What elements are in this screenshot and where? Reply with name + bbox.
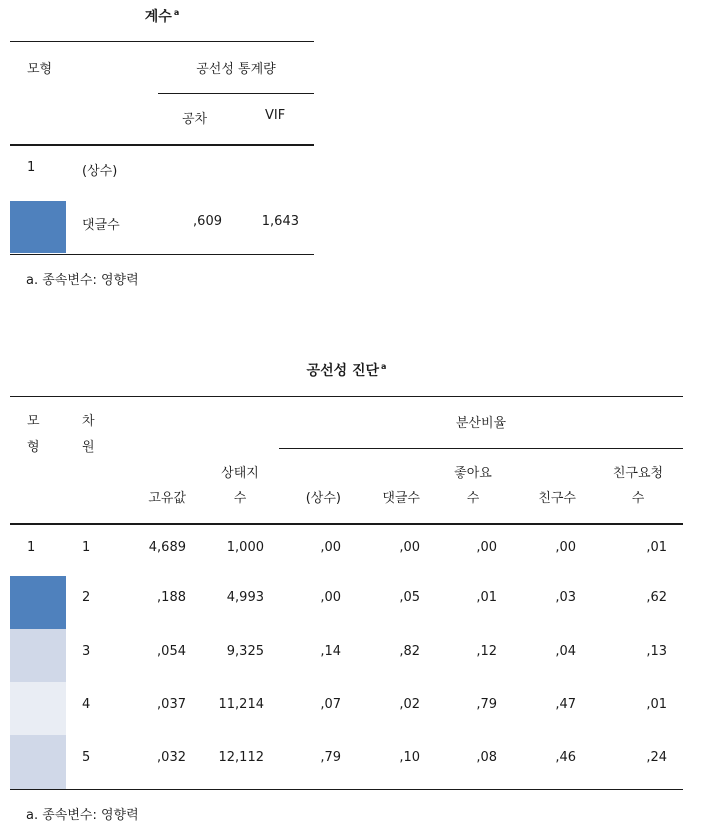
diag-cell-dimension: 4: [82, 697, 91, 712]
coef-header-rule: [10, 144, 314, 146]
diag-cell-comments: ,82: [399, 644, 420, 659]
diag-cell-condition-index: 9,325: [226, 644, 264, 659]
coef-bottom-border: [10, 254, 314, 255]
diag-header-rule: [10, 523, 683, 525]
diag-cell-friend-requests: ,62: [646, 590, 667, 605]
diag-header-constant: (상수): [305, 491, 341, 506]
diag-top-border: [10, 396, 683, 397]
coef-title-superscript: a: [173, 8, 180, 18]
diag-cell-friend-requests: ,01: [646, 540, 667, 555]
diag-cell-condition-index: 11,214: [218, 697, 264, 712]
diag-header-condition-index-2: 수: [233, 491, 247, 506]
diag-bottom-border: [10, 789, 683, 790]
diag-cell-friend-requests: ,24: [646, 750, 667, 765]
diag-header-friend-requests-2: 수: [631, 491, 645, 506]
diag-cell-condition-index: 12,112: [218, 750, 264, 765]
diag-header-model: 모: [27, 414, 40, 429]
diag-cell-eigenvalue: ,054: [157, 644, 186, 659]
coef-header-vif: VIF: [265, 108, 286, 123]
selection-highlight: [10, 629, 66, 682]
coef-header-model: 모형: [27, 62, 53, 77]
diag-header-variance-proportions: 분산비율: [455, 416, 507, 431]
diag-cell-constant: ,14: [320, 644, 341, 659]
diag-header-model-2: 형: [27, 440, 40, 455]
diag-cell-dimension: 2: [82, 590, 91, 605]
diag-cell-likes: ,00: [476, 540, 497, 555]
diag-header-dimension-2: 원: [82, 440, 95, 455]
diag-cell-constant: ,07: [320, 697, 341, 712]
coef-cell-model: 1: [27, 160, 36, 175]
diag-cell-dimension: 5: [82, 750, 91, 765]
diag-cell-friends: ,04: [555, 644, 576, 659]
selection-highlight: [10, 735, 66, 789]
selection-highlight: [10, 201, 66, 253]
diag-cell-comments: ,02: [399, 697, 420, 712]
diag-cell-eigenvalue: ,188: [157, 590, 186, 605]
diag-header-likes-2: 수: [466, 491, 480, 506]
diag-cell-friend-requests: ,01: [646, 697, 667, 712]
diag-subheader-rule: [279, 448, 683, 449]
coef-cell-variable: 댓글수: [82, 218, 120, 233]
diag-cell-comments: ,05: [399, 590, 420, 605]
diag-header-dimension: 차: [82, 414, 95, 429]
coef-table-title: 계수 $^a$: [144, 8, 180, 25]
diag-cell-condition-index: 4,993: [226, 590, 264, 605]
selection-highlight: [10, 682, 66, 735]
diag-cell-dimension: 1: [82, 540, 91, 555]
diag-cell-friends: ,46: [555, 750, 576, 765]
coef-cell-variable: (상수): [82, 164, 118, 179]
diag-cell-likes: ,79: [476, 697, 497, 712]
diag-cell-friend-requests: ,13: [646, 644, 667, 659]
diag-header-condition-index: 상태지: [221, 466, 259, 481]
diag-cell-condition-index: 1,000: [226, 540, 264, 555]
diag-cell-likes: ,01: [476, 590, 497, 605]
coef-cell-vif: 1,643: [261, 214, 299, 229]
diag-cell-likes: ,08: [476, 750, 497, 765]
diag-cell-eigenvalue: ,032: [157, 750, 186, 765]
diag-header-comments: 댓글수: [382, 491, 420, 506]
diag-table-title: 공선성 진단 $^a$: [306, 362, 387, 379]
diag-cell-dimension: 3: [82, 644, 91, 659]
diag-cell-friends: ,47: [555, 697, 576, 712]
diag-header-likes: 좋아요: [454, 466, 492, 481]
coef-subheader-rule: [158, 93, 314, 94]
selection-highlight: [10, 576, 66, 629]
coef-cell-tolerance: ,609: [193, 214, 222, 229]
diag-cell-constant: ,79: [320, 750, 341, 765]
coef-top-border: [10, 41, 314, 42]
diag-cell-eigenvalue: ,037: [157, 697, 186, 712]
diag-header-friend-requests: 친구요청: [612, 466, 664, 481]
diag-title-superscript: a: [381, 362, 387, 372]
diag-cell-comments: ,10: [399, 750, 420, 765]
diag-footnote: a. 종속변수: 영향력: [26, 808, 139, 823]
coef-header-tolerance: 공차: [182, 112, 208, 127]
diag-cell-friends: ,00: [555, 540, 576, 555]
diag-cell-model: 1: [27, 540, 36, 555]
diag-header-eigenvalue: 고유값: [148, 491, 186, 506]
diag-cell-friends: ,03: [555, 590, 576, 605]
diag-cell-eigenvalue: 4,689: [148, 540, 186, 555]
coef-footnote: a. 종속변수: 영향력: [26, 273, 139, 288]
diag-cell-constant: ,00: [320, 540, 341, 555]
diag-header-friends: 친구수: [538, 491, 576, 506]
diag-cell-likes: ,12: [476, 644, 497, 659]
diag-cell-constant: ,00: [320, 590, 341, 605]
coef-header-collinearity: 공선성 통계량: [196, 62, 276, 77]
diag-cell-comments: ,00: [399, 540, 420, 555]
